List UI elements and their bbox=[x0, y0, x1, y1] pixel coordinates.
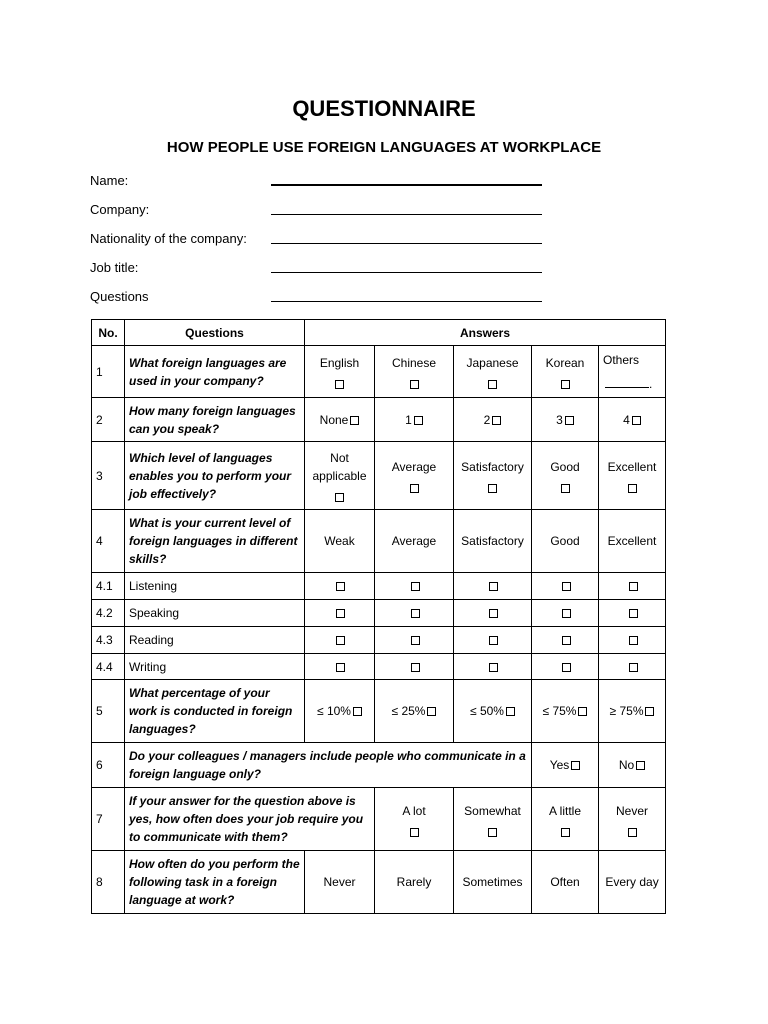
question-text: What foreign languages are used in your company? bbox=[125, 346, 305, 398]
table-row bbox=[92, 573, 666, 600]
column-label: Satisfactory bbox=[454, 510, 532, 573]
option-label: No bbox=[618, 758, 635, 772]
option-label: Never bbox=[616, 803, 649, 818]
checkbox[interactable] bbox=[636, 761, 645, 770]
company-field[interactable] bbox=[271, 214, 542, 215]
checkbox[interactable] bbox=[335, 493, 344, 502]
questionnaire-table bbox=[91, 319, 666, 914]
option-label: Good bbox=[550, 460, 580, 474]
option-label: Average bbox=[391, 460, 437, 474]
checkbox[interactable] bbox=[411, 609, 420, 618]
row-number: 4.3 bbox=[92, 627, 125, 654]
checkbox[interactable] bbox=[488, 380, 497, 389]
checkbox[interactable] bbox=[562, 582, 571, 591]
header-answers: Answers bbox=[305, 320, 666, 346]
checkbox[interactable] bbox=[561, 828, 570, 837]
row-number: 6 bbox=[92, 743, 125, 788]
job-title-field[interactable] bbox=[271, 272, 542, 273]
option-label: A little bbox=[548, 803, 581, 818]
question-text: Do your colleagues / managers include people who communicate in a foreign language only? bbox=[125, 743, 532, 788]
checkbox[interactable] bbox=[336, 663, 345, 672]
option-label: Yes bbox=[549, 758, 570, 772]
option-label: Not applicable bbox=[312, 451, 367, 483]
table-row bbox=[92, 654, 666, 680]
option-label: 3 bbox=[556, 412, 563, 427]
question-text: Which level of languages enables you to perform your job effectively? bbox=[125, 442, 305, 510]
option-label: Chinese bbox=[391, 356, 437, 370]
column-label: Often bbox=[532, 851, 599, 914]
row-number: 4.2 bbox=[92, 600, 125, 627]
checkbox[interactable] bbox=[506, 707, 515, 716]
checkbox[interactable] bbox=[336, 582, 345, 591]
table-row bbox=[92, 743, 666, 788]
option-label: ≤ 25% bbox=[391, 704, 426, 718]
table-row bbox=[92, 627, 666, 654]
checkbox[interactable] bbox=[489, 663, 498, 672]
option-label: English bbox=[319, 356, 360, 370]
option-label: 1 bbox=[405, 412, 412, 427]
table-row bbox=[92, 851, 666, 914]
column-label: Average bbox=[375, 510, 454, 573]
option-label: ≤ 10% bbox=[317, 704, 351, 718]
table-row bbox=[92, 346, 666, 398]
checkbox[interactable] bbox=[353, 707, 362, 716]
job-title-label: Job title: bbox=[90, 260, 139, 275]
checkbox[interactable] bbox=[335, 380, 344, 389]
checkbox[interactable] bbox=[410, 484, 419, 493]
table-row bbox=[92, 398, 666, 442]
questions-field[interactable] bbox=[271, 301, 542, 302]
name-field[interactable] bbox=[271, 184, 542, 186]
checkbox[interactable] bbox=[565, 416, 574, 425]
checkbox[interactable] bbox=[629, 636, 638, 645]
question-text: What is your current level of foreign languages in different skills? bbox=[125, 510, 305, 573]
checkbox[interactable] bbox=[571, 761, 580, 770]
option-label: Japanese bbox=[466, 356, 519, 370]
header-questions: Questions bbox=[125, 320, 305, 346]
checkbox[interactable] bbox=[414, 416, 423, 425]
others-suffix: . bbox=[649, 376, 653, 391]
checkbox[interactable] bbox=[562, 663, 571, 672]
row-number: 3 bbox=[92, 442, 125, 510]
option-label: 4 bbox=[623, 412, 630, 427]
checkbox[interactable] bbox=[561, 484, 570, 493]
checkbox[interactable] bbox=[410, 380, 419, 389]
option-label: Others bbox=[603, 352, 640, 367]
checkbox[interactable] bbox=[489, 609, 498, 618]
checkbox[interactable] bbox=[489, 636, 498, 645]
table-header-row bbox=[92, 320, 666, 346]
checkbox[interactable] bbox=[632, 416, 641, 425]
others-input[interactable] bbox=[605, 377, 649, 388]
option-label: None bbox=[319, 412, 349, 427]
checkbox[interactable] bbox=[410, 828, 419, 837]
nationality-label: Nationality of the company: bbox=[90, 231, 247, 246]
checkbox[interactable] bbox=[427, 707, 436, 716]
checkbox[interactable] bbox=[488, 484, 497, 493]
question-text: If your answer for the question above is yes, how often does your job require you to communicate with them? bbox=[125, 788, 375, 851]
table-row bbox=[92, 510, 666, 573]
checkbox[interactable] bbox=[492, 416, 501, 425]
checkbox[interactable] bbox=[561, 380, 570, 389]
skill-label: Listening bbox=[125, 573, 305, 600]
row-number: 8 bbox=[92, 851, 125, 914]
checkbox[interactable] bbox=[411, 582, 420, 591]
checkbox[interactable] bbox=[336, 609, 345, 618]
checkbox[interactable] bbox=[628, 484, 637, 493]
column-label: Never bbox=[305, 851, 375, 914]
table-row bbox=[92, 600, 666, 627]
checkbox[interactable] bbox=[629, 609, 638, 618]
question-text: How often do you perform the following task in a foreign language at work? bbox=[125, 851, 305, 914]
row-number: 2 bbox=[92, 398, 125, 442]
checkbox[interactable] bbox=[629, 582, 638, 591]
skill-label: Reading bbox=[125, 627, 305, 654]
option-label: A lot bbox=[402, 803, 426, 818]
column-label: Good bbox=[532, 510, 599, 573]
option-label: Satisfactory bbox=[461, 460, 524, 474]
document-subtitle: HOW PEOPLE USE FOREIGN LANGUAGES AT WORKPLACE bbox=[166, 139, 602, 156]
skill-label: Speaking bbox=[125, 600, 305, 627]
row-number: 4.4 bbox=[92, 654, 125, 680]
checkbox[interactable] bbox=[628, 828, 637, 837]
row-number: 4 bbox=[92, 510, 125, 573]
option-label: Korean bbox=[545, 356, 585, 370]
questions-label: Questions bbox=[90, 289, 149, 304]
option-label: Excellent bbox=[607, 460, 657, 474]
table-row bbox=[92, 442, 666, 510]
option-label: 2 bbox=[483, 412, 491, 427]
name-label: Name: bbox=[90, 173, 129, 188]
skill-label: Writing bbox=[125, 654, 305, 680]
checkbox[interactable] bbox=[350, 416, 359, 425]
checkbox[interactable] bbox=[336, 636, 345, 645]
column-label: Sometimes bbox=[454, 851, 532, 914]
checkbox[interactable] bbox=[629, 663, 638, 672]
row-number: 5 bbox=[92, 680, 125, 743]
company-label: Company: bbox=[90, 202, 150, 217]
column-label: Weak bbox=[305, 510, 375, 573]
question-text: What percentage of your work is conducted in foreign languages? bbox=[125, 680, 305, 743]
checkbox[interactable] bbox=[488, 828, 497, 837]
checkbox[interactable] bbox=[411, 663, 420, 672]
checkbox[interactable] bbox=[411, 636, 420, 645]
nationality-field[interactable] bbox=[271, 243, 542, 244]
row-number: 4.1 bbox=[92, 573, 125, 600]
option-label: ≤ 50% bbox=[470, 704, 504, 718]
checkbox[interactable] bbox=[562, 636, 571, 645]
checkbox[interactable] bbox=[578, 707, 587, 716]
option-label: ≥ 75% bbox=[609, 704, 644, 718]
checkbox[interactable] bbox=[562, 609, 571, 618]
checkbox[interactable] bbox=[645, 707, 654, 716]
column-label: Every day bbox=[599, 851, 666, 914]
table-row bbox=[92, 788, 666, 851]
option-label: Somewhat bbox=[464, 803, 521, 818]
row-number: 7 bbox=[92, 788, 125, 851]
option-label: ≤ 75% bbox=[542, 704, 577, 718]
document-title: QUESTIONNAIRE bbox=[292, 96, 476, 121]
checkbox[interactable] bbox=[489, 582, 498, 591]
column-label: Rarely bbox=[375, 851, 454, 914]
question-text: How many foreign languages can you speak? bbox=[125, 398, 305, 442]
table-row bbox=[92, 680, 666, 743]
row-number: 1 bbox=[92, 346, 125, 398]
column-label: Excellent bbox=[599, 510, 666, 573]
header-no: No. bbox=[92, 320, 125, 346]
